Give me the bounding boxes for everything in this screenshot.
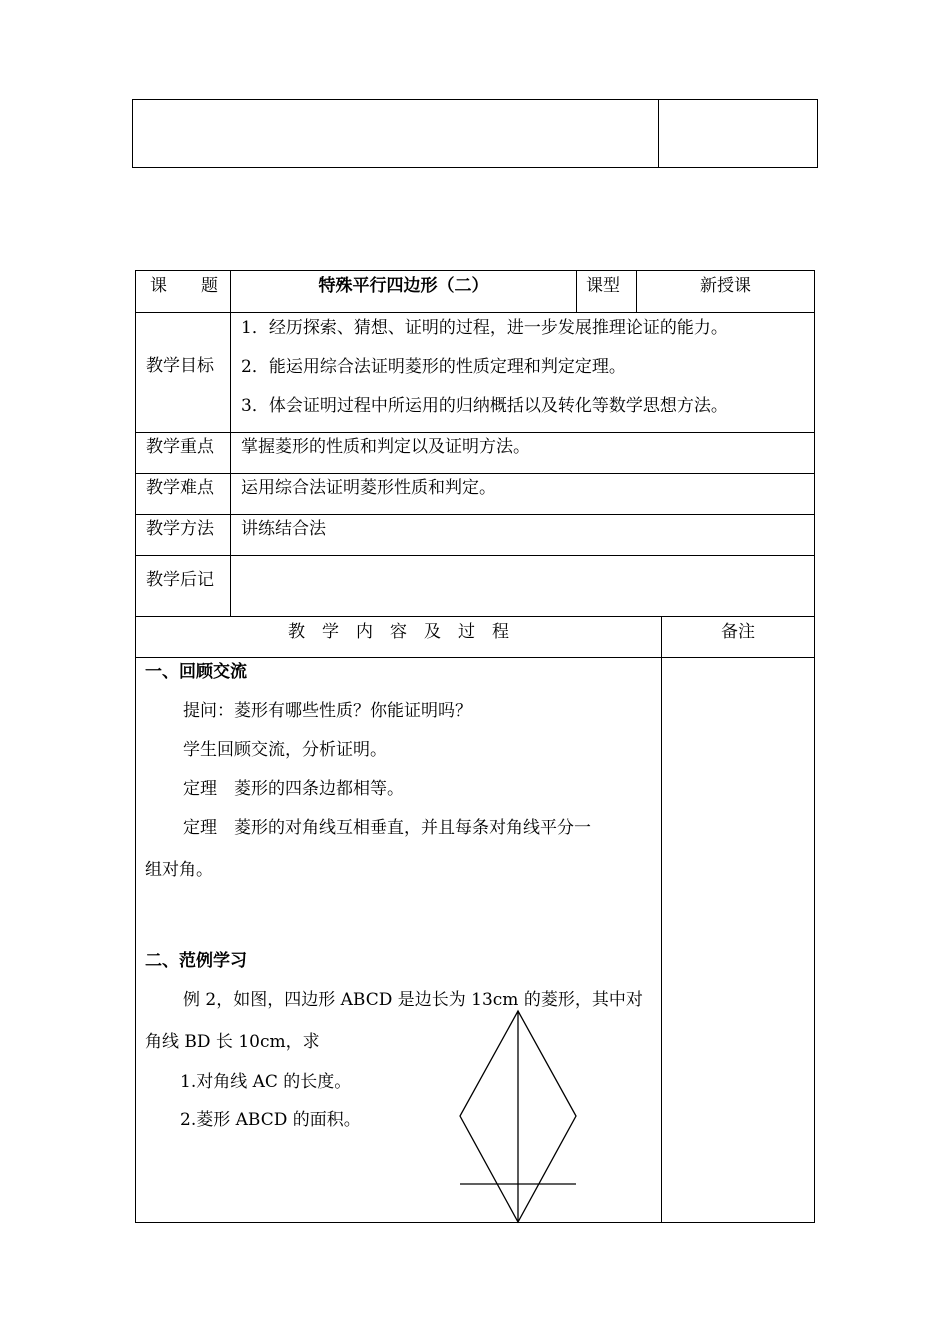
section2-title: 二、范例学习 — [145, 951, 247, 971]
question-text: 提问：菱形有哪些性质？你能证明吗？ — [183, 701, 472, 721]
row-rule — [135, 312, 815, 313]
key-label: 教学重点 — [146, 437, 214, 457]
type-label: 课型 — [586, 276, 620, 296]
row-rule — [135, 555, 815, 556]
notes-header: 备注 — [721, 622, 755, 642]
header-table — [132, 99, 818, 168]
label-column-rule — [230, 270, 231, 616]
row-rule — [135, 432, 815, 433]
goal-item: 3．体会证明过程中所运用的归纳概括以及转化等数学思想方法。 — [241, 396, 728, 416]
header-table-divider — [658, 99, 659, 168]
example-line1: 例 2，如图，四边形 ABCD 是边长为 13cm 的菱形，其中对 — [183, 990, 643, 1010]
postscript-label: 教学后记 — [146, 570, 214, 590]
difficulty-label: 教学难点 — [146, 478, 214, 498]
goal-item: 2．能运用综合法证明菱形的性质定理和判定定理。 — [241, 357, 626, 377]
theorem1-text: 定理 菱形的四条边都相等。 — [183, 779, 404, 799]
rhombus-figure — [455, 1005, 585, 1230]
method-value: 讲练结合法 — [241, 519, 326, 539]
row-rule — [135, 616, 815, 617]
row-rule — [135, 657, 815, 658]
topic-label: 课 题 — [150, 276, 218, 296]
example-line2: 角线 BD 长 10cm，求 — [145, 1032, 320, 1052]
theorem2-line2: 组对角。 — [145, 860, 213, 880]
row-rule — [135, 514, 815, 515]
method-label: 教学方法 — [146, 519, 214, 539]
theorem2-line1: 定理 菱形的对角线互相垂直，并且每条对角线平分一 — [183, 818, 591, 838]
topic-title: 特殊平行四边形（二） — [318, 276, 489, 296]
goal-item: 1．经历探索、猜想、证明的过程，进一步发展推理论证的能力。 — [241, 318, 728, 338]
row-rule — [135, 473, 815, 474]
type-value: 新授课 — [700, 276, 751, 296]
section1-title: 一、回顾交流 — [145, 662, 247, 682]
difficulty-value: 运用综合法证明菱形性质和判定。 — [241, 478, 496, 498]
task-2: 2.菱形 ABCD 的面积。 — [180, 1110, 361, 1130]
process-header: 教 学 内 容 及 过 程 — [288, 622, 509, 642]
task-1: 1.对角线 AC 的长度。 — [180, 1072, 352, 1092]
key-value: 掌握菱形的性质和判定以及证明方法。 — [241, 437, 530, 457]
goals-label: 教学目标 — [146, 356, 214, 376]
student-text: 学生回顾交流，分析证明。 — [183, 740, 387, 760]
notes-column-rule — [661, 616, 662, 1223]
topic-type-rule — [576, 270, 577, 312]
